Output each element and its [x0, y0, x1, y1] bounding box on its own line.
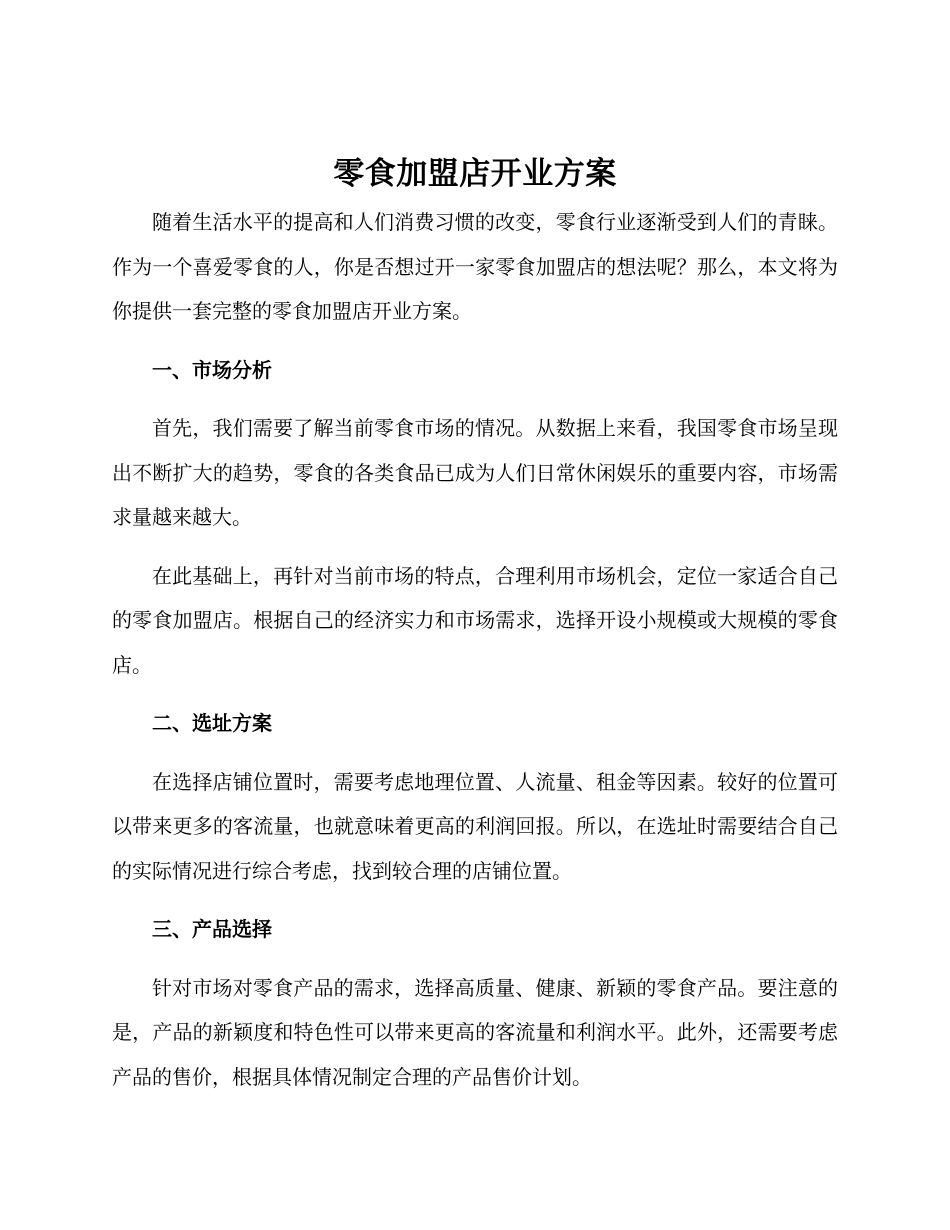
market-analysis-paragraph-2: 在此基础上，再针对当前市场的特点，合理利用市场机会，定位一家适合自己的零食加盟店。根据自己的经济实力和市场需求，选择开设小规模或大规模的零食店。 — [112, 563, 838, 677]
site-selection-paragraph-1: 在选择店铺位置时，需要考虑地理位置、人流量、租金等因素。较好的位置可以带来更多的客流量，也就意味着更高的利润回报。所以，在选址时需要结合自己的实际情况进行综合考虑，找到较合理的店铺位置。 — [112, 769, 838, 883]
document-title: 零食加盟店开业方案 — [333, 156, 617, 192]
section-heading-market-analysis: 一、市场分析 — [152, 357, 272, 382]
product-selection-paragraph-1: 针对市场对零食产品的需求，选择高质量、健康、新颖的零食产品。要注意的是，产品的新颖度和特色性可以带来更高的客流量和利润水平。此外，还需要考虑产品的售价，根据具体情况制定合理的产品售价计划。 — [112, 975, 838, 1089]
market-analysis-paragraph-1: 首先，我们需要了解当前零食市场的情况。从数据上来看，我国零食市场呈现出不断扩大的趋势，零食的各类食品已成为人们日常休闲娱乐的重要内容，市场需求量越来越大。 — [112, 416, 838, 529]
intro-paragraph: 随着生活水平的提高和人们消费习惯的改变，零食行业逐渐受到人们的青睐。作为一个喜爱零食的人，你是否想过开一家零食加盟店的想法呢？那么，本文将为你提供一套完整的零食加盟店开业方案。 — [112, 210, 838, 323]
section-heading-product-selection: 三、产品选择 — [152, 917, 272, 941]
section-heading-site-selection: 二、选址方案 — [152, 711, 272, 735]
